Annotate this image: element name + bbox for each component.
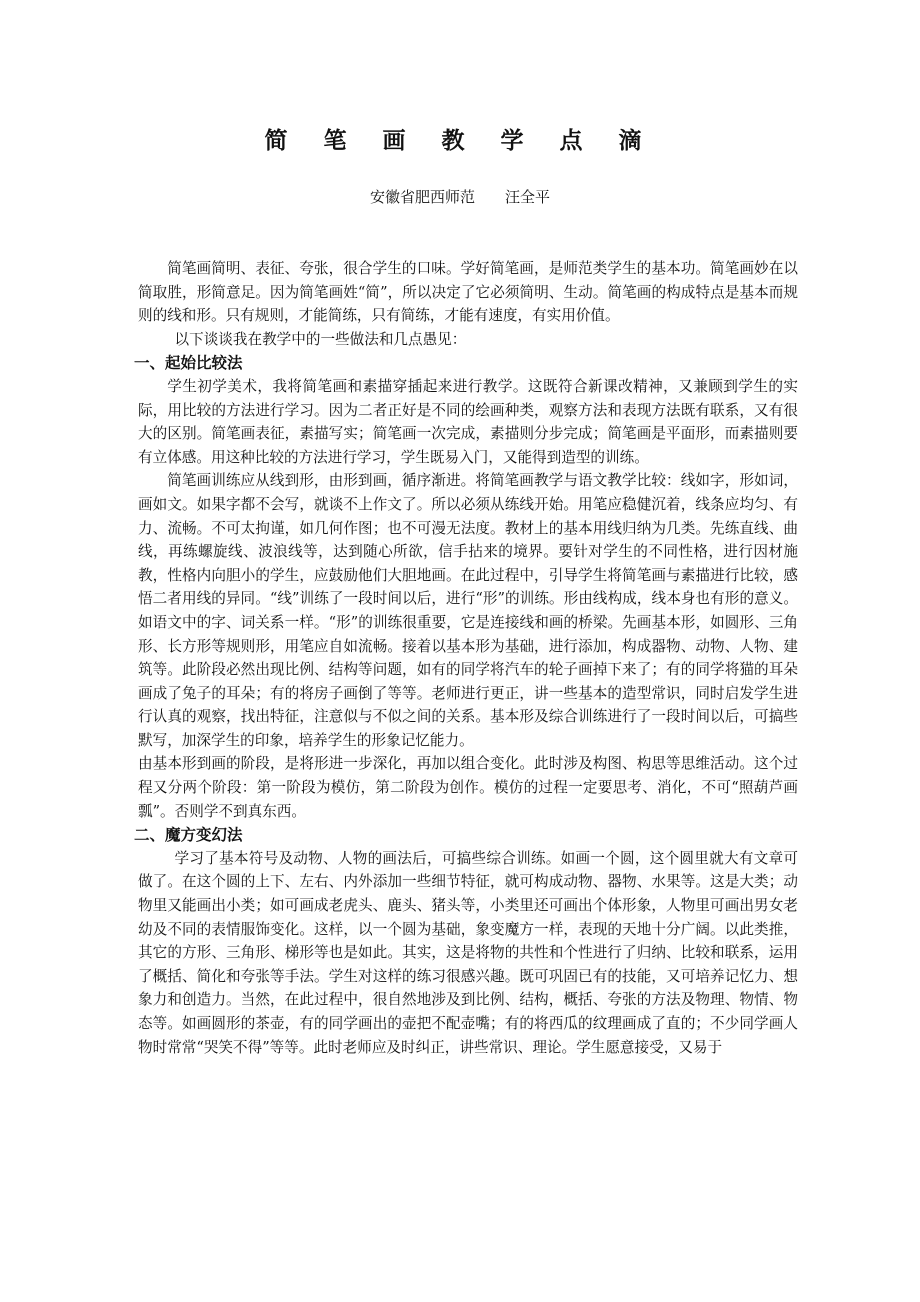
section1-paragraph-2: 简笔画训练应从线到形，由形到画，循序渐进。将简笔画教学与语文教学比较：线如字，形如词，画如文。如果字都不会写，就谈不上作文了。所以必须从练线开始。用笔应稳健沉着，线条应均匀、有力、流畅。不可太拘谨，如几何作图；也不可漫无法度。教材上的基本用线归纳为几类。先练直线、曲线，再练螺旋线、波浪线等，达到随心所欲，信手拈来的境界。要针对学生的不同性格，进行因材施教，性格内向胆小的学生，应鼓励他们大胆地画。在此过程中，引导学生将简笔画与素描进行比较，感悟二者用线的异同。“线”训练了一段时间以后，进行“形”的训练。形由线构成，线本身也有形的意义。如语文中的字、词关系一样。“形”的训练很重要，它是连接线和画的桥梁。先画基本形，如圆形、三角形、长方形等规则形，用笔应自如流畅。接着以基本形为基础，进行添加，构成器物、动物、人物、建筑等。此阶段必然出现比例、结构等问题，如有的同学将汽车的轮子画掉下来了；有的同学将猫的耳朵画成了兔子的耳朵；有的将房子画倒了等等。老师进行更正，讲一些基本的造型常识，同时启发学生进行认真的观察，找出特征，注意似与不似之间的关系。基本形及综合训练进行了一段时间以后，可搞些默写，加深学生的印象，培养学生的形象记忆能力。 (138, 472, 798, 749)
section-heading-1: 一、起始比较法 (134, 353, 243, 373)
author-name: 汪全平 (505, 188, 551, 206)
intro-paragraph: 简笔画简明、表征、夸张，很合学生的口味。学好简笔画，是师范类学生的基本功。简笔画妙在以简取胜，形简意足。因为简笔画姓“简”，所以决定了它必须简明、生动。简笔画的构成特点是基本而规则的线和形。只有规则，才能简练，只有简练，才能有速度，有实用价值。 (138, 260, 798, 325)
intro-lead-paragraph: 以下谈谈我在教学中的一些做法和几点愚见： (174, 330, 467, 348)
section-heading-2: 二、魔方变幻法 (134, 825, 243, 845)
section2-paragraph-1: 学习了基本符号及动物、人物的画法后，可搞些综合训练。如画一个圆，这个圆里就大有文章可做了。在这个圆的上下、左右、内外添加一些细节特征，就可构成动物、器物、水果等。这是大类；动物里又能画出小类；如可画成老虎头、鹿头、猪头等，小类里还可画出个体形象，人物里可画出男女老幼及不同的表情服饰变化。这样，以一个圆为基础，象变魔方一样，表现的天地十分广阔。以此类推，其它的方形、三角形、梯形等也是如此。其实，这是将物的共性和个性进行了归纳、比较和联系，运用了概括、简化和夸张等手法。学生对这样的练习很感兴趣。既可巩固已有的技能，又可培养记忆力、想象力和创造力。当然，在此过程中，很自然地涉及到比例、结构，概括、夸张的方法及物理、物情、物态等。如画圆形的茶壶，有的同学画出的壶把不配壶嘴；有的将西瓜的纹理画成了直的；不少同学画人物时常常“哭笑不得”等等。此时老师应及时纠正，讲些常识、理论。学生愿意接受，又易于 (138, 849, 798, 1056)
section1-paragraph-3: 由基本形到画的阶段，是将形进一步深化，再加以组合变化。此时涉及构图、构思等思维活动。这个过程又分两个阶段：第一阶段为模仿，第二阶段为创作。模仿的过程一定要思考、消化，不可“照葫芦画瓢”。否则学不到真东西。 (138, 755, 798, 820)
document-title: 简 笔 画 教 学 点 滴 (264, 127, 656, 154)
author-affiliation: 安徽省肥西师范 (369, 188, 475, 206)
article-body (134, 257, 798, 1059)
author-byline (0, 186, 920, 207)
section1-paragraph-1: 学生初学美术，我将简笔画和素描穿插起来进行教学。这既符合新课改精神，又兼顾到学生的实际，用比较的方法进行学习。因为二者正好是不同的绘画种类，观察方法和表现方法既有联系，又有很大的区别。简笔画表征，素描写实；简笔画一次完成，素描则分步完成；简笔画是平面形，而素描则要有立体感。用这种比较的方法进行学习，学生既易入门，又能得到造型的训练。 (138, 377, 798, 466)
